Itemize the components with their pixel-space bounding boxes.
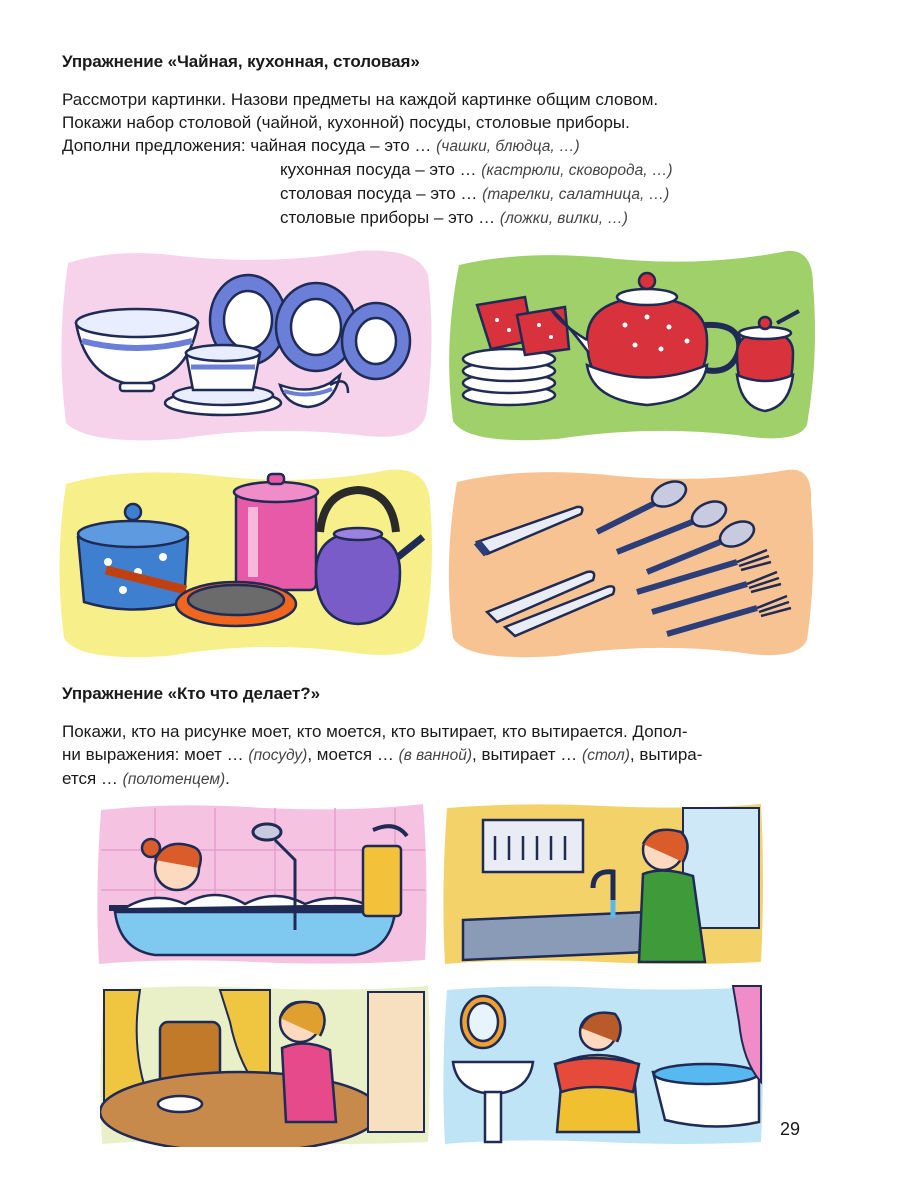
exercise1-line3-hint: (чашки, блюдца, …) [436,138,580,155]
card-background [449,470,813,658]
exercise2-line3 [62,767,842,791]
bathtub-illustration [109,895,401,955]
tea-set-card [447,245,815,445]
dinnerware-card [58,245,433,445]
exercise1-line5-lead: столовая посуда – это … [280,184,478,203]
exercise2-text [62,720,842,791]
saucers-stack-illustration [463,349,555,405]
exercise1-line5 [62,182,842,206]
mirror-illustration [461,996,505,1048]
exercise1-line2: Покажи набор столовой (чайной, кухонной) посуды, столовые приборы. [62,113,630,132]
exercise2-line2 [62,743,842,767]
exercise2-hint-table: (стол) [582,747,630,764]
exercise2-hint-bath: (в ванной) [398,747,472,764]
exercise2-line2-part: , моется … [307,745,394,764]
exercise2-line3-part: . [225,769,230,788]
exercise2-hint-dishes: (посуду) [248,747,308,764]
cabinet-illustration [368,992,424,1132]
exercise1-line4-hint: (кастрюли, сковорода, …) [481,162,673,179]
washing-dishes-card [443,800,765,968]
cutlery-card [447,462,815,662]
exercise1-line4-lead: кухонная посуда – это … [280,160,477,179]
tall-pot-illustration [234,474,318,590]
cookware-card [58,462,433,662]
bathtub-illustration [653,1064,759,1127]
exercise2-hint-towel: (полотенцем) [122,771,226,788]
exercise2-line3-part: ется … [62,769,118,788]
exercise2-line2-part: , вытира- [629,745,703,764]
exercise1-line3 [62,134,842,158]
bathing-card [95,800,430,968]
exercise1-line6 [62,206,842,230]
wiping-table-card [100,982,432,1147]
drying-with-towel-card [443,982,765,1147]
exercise2-title: Упражнение «Кто что делает?» [62,684,320,703]
table-illustration [100,1072,380,1147]
exercise1-title: Упражнение «Чайная, кухонная, столовая» [62,52,420,71]
exercise1-text [62,88,842,230]
exercise1-line1: Рассмотри картинки. Назови предметы на каждой картинке общим словом. [62,90,659,109]
exercise1-line6-lead: столовые приборы – это … [280,208,496,227]
exercise1-line3-lead: Дополни предложения: чайная посуда – это … [62,136,432,155]
exercise1-line4 [62,158,842,182]
exercise1-line6-hint: (ложки, вилки, …) [499,210,628,227]
page-number: 29 [779,1119,800,1139]
exercise2-line2-part: , вытирает … [472,745,578,764]
exercise1-line5-hint: (тарелки, салатница, …) [482,186,670,203]
exercise2-line1: Покажи, кто на рисунке моет, кто моется, кто вытирает, кто вытирается. Допол- [62,722,688,741]
exercise2-line2-part: ни выражения: моет … [62,745,244,764]
dish-rack-illustration [483,820,583,872]
